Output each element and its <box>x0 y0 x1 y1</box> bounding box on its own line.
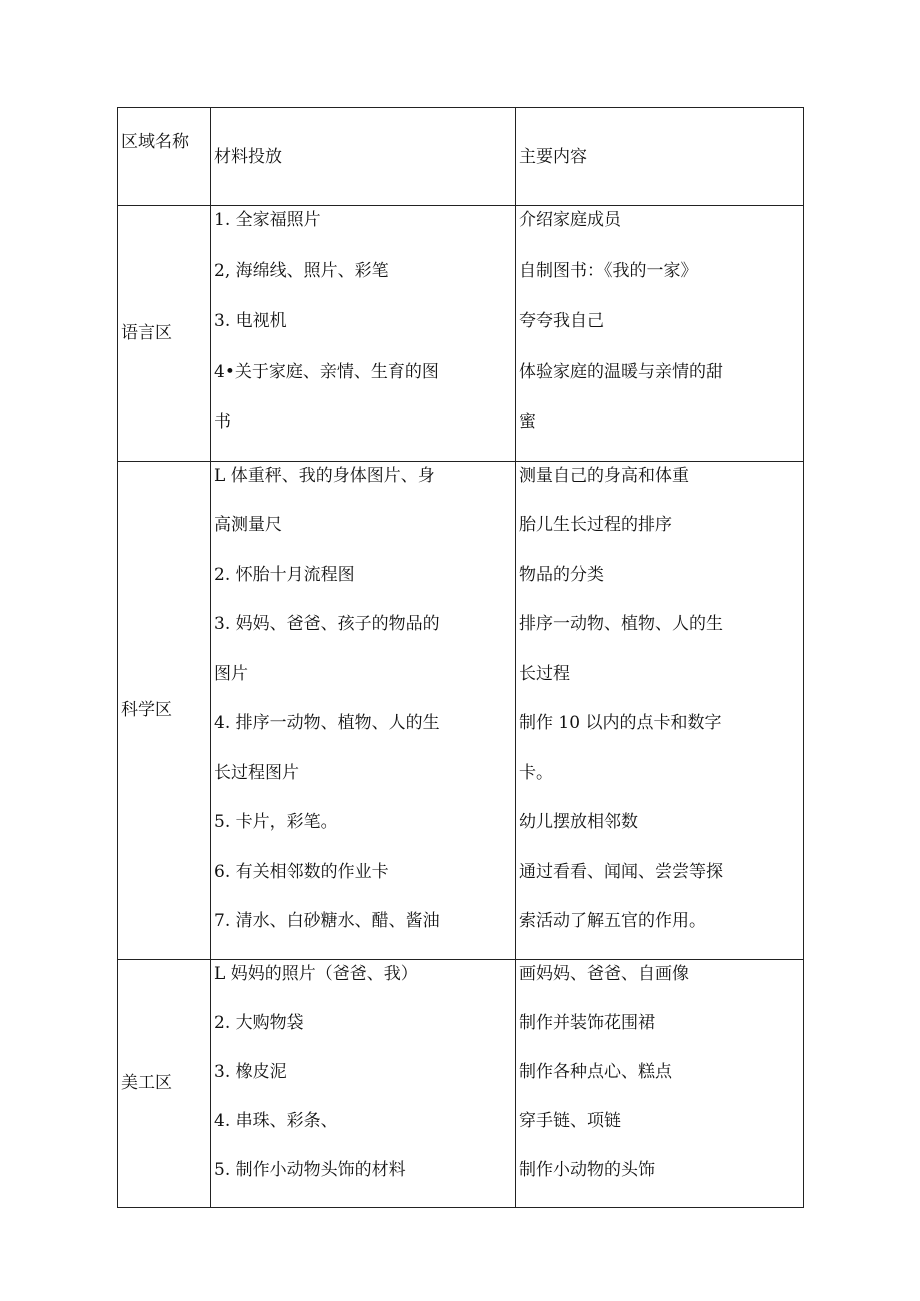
content-cell <box>516 461 804 959</box>
table-header-row <box>118 108 804 206</box>
materials-line: 1. 全家福照片 <box>214 210 321 230</box>
area-name-cell: 美工区 <box>118 959 211 1207</box>
content-line: 幼儿摆放相邻数 <box>519 812 638 832</box>
materials-line: 图片 <box>214 663 248 684</box>
materials-line: 3. 电视机 <box>214 311 287 331</box>
materials-line: 3. 妈妈、爸爸、孩子的物品的 <box>214 614 440 634</box>
header-area-name: 区域名称 <box>118 108 211 206</box>
materials-line: 4•关于家庭、亲情、生育的图 <box>214 361 439 382</box>
header-content: 主要内容 <box>516 108 804 206</box>
table-row-language-area <box>118 206 804 462</box>
content-line: 排序一动物、植物、人的生 <box>519 614 723 634</box>
content-line: 制作小动物的头饰 <box>519 1159 655 1180</box>
content-line: 蜜 <box>519 412 536 432</box>
materials-line: 5. 卡片，彩笔。 <box>214 812 338 832</box>
content-line: 制作各种点心、糕点 <box>519 1061 672 1082</box>
materials-line: 2. 大购物袋 <box>214 1012 304 1033</box>
content-line: 夸夸我自己 <box>519 311 604 331</box>
materials-cell <box>211 461 516 959</box>
materials-line: L 体重秤、我的身体图片、身 <box>214 465 435 486</box>
materials-line: 2, 海绵线、照片、彩笔 <box>214 260 389 281</box>
content-line: 自制图书：《我的一家》 <box>519 260 698 281</box>
content-line: 穿手链、项链 <box>519 1110 621 1131</box>
content-line: 画妈妈、爸爸、自画像 <box>519 963 689 984</box>
materials-line: 6. 有关相邻数的作业卡 <box>214 861 389 882</box>
header-materials: 材料投放 <box>211 108 516 206</box>
content-line: 物品的分类 <box>519 564 604 585</box>
materials-line: 长过程图片 <box>214 762 299 783</box>
materials-line: 书 <box>214 412 231 432</box>
materials-cell <box>211 206 516 462</box>
content-line: 索活动了解五官的作用。 <box>519 911 706 931</box>
materials-line: 4. 排序一动物、植物、人的生 <box>214 713 440 733</box>
materials-line: 高测量尺 <box>214 515 282 535</box>
materials-line: L 妈妈的照片（爸爸、我） <box>214 963 418 984</box>
materials-line: 4. 串珠、彩条、 <box>214 1110 338 1131</box>
area-name-cell: 科学区 <box>118 461 211 959</box>
content-line: 测量自己的身高和体重 <box>519 465 689 486</box>
area-materials-table <box>117 107 804 1208</box>
content-cell <box>516 206 804 462</box>
content-line: 长过程 <box>519 663 570 684</box>
materials-line: 2. 怀胎十月流程图 <box>214 564 355 585</box>
table-row-science-area <box>118 461 804 959</box>
materials-cell <box>211 959 516 1207</box>
content-line: 胎儿生长过程的排序 <box>519 515 672 535</box>
materials-line: 5. 制作小动物头饰的材料 <box>214 1159 406 1180</box>
content-line: 制作并装饰花围裙 <box>519 1012 655 1033</box>
content-line: 通过看看、闻闻、尝尝等探 <box>519 861 723 882</box>
content-cell <box>516 959 804 1207</box>
content-line: 卡。 <box>519 762 553 783</box>
table-row-art-area <box>118 959 804 1207</box>
content-line: 体验家庭的温暖与亲情的甜 <box>519 361 723 382</box>
content-line: 制作 10 以内的点卡和数字 <box>519 713 722 733</box>
area-name-cell: 语言区 <box>118 206 211 462</box>
content-line: 介绍家庭成员 <box>519 210 621 230</box>
materials-line: 7. 清水、白砂糖水、醋、酱油 <box>214 911 440 931</box>
materials-line: 3. 橡皮泥 <box>214 1061 287 1082</box>
